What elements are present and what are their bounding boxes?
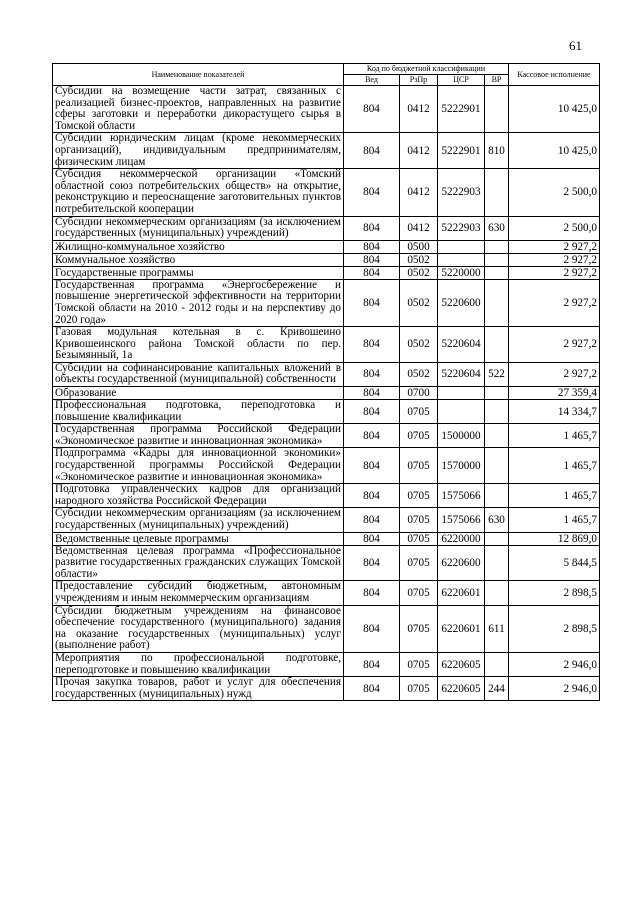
cell-vr: 630 — [485, 216, 509, 240]
cell-rzpr: 0705 — [400, 677, 438, 701]
cell-sum: 1 465,7 — [509, 448, 600, 484]
cell-rzpr: 0705 — [400, 545, 438, 581]
budget-execution-table — [52, 63, 600, 701]
header-rzpr: РзПр — [400, 75, 438, 86]
header-code-group: Код по бюджетной классификации — [344, 64, 509, 75]
table-row — [53, 484, 600, 508]
cell-sum: 2 927,2 — [509, 362, 600, 386]
cell-name: Подпрограмма «Кадры для инновационной экономики» государственной программы Российской Федерации «Экономическое развитие и инновационная экономика» — [53, 448, 344, 484]
cell-sum: 2 946,0 — [509, 652, 600, 676]
cell-csr: 1575066 — [438, 508, 485, 532]
cell-csr — [438, 400, 485, 424]
table-row — [53, 240, 600, 253]
cell-vr — [485, 240, 509, 253]
table-row — [53, 605, 600, 652]
cell-ved: 804 — [344, 484, 400, 508]
cell-name: Субсидия некоммерческой организации «Томский областной союз потребительских обществ» на открытие, реконструкцию и переоснащение заготовительных пунктов потребительской кооперации — [53, 169, 344, 216]
cell-sum: 2 898,5 — [509, 581, 600, 605]
cell-vr — [485, 484, 509, 508]
cell-name: Субсидии бюджетным учреждениям на финансовое обеспечение государственного (муниципального) задания на оказание государственных (муниципальных) услуг (выполнение работ) — [53, 605, 344, 652]
cell-rzpr: 0705 — [400, 424, 438, 448]
cell-name: Субсидии некоммерческим организациям (за исключением государственных (муниципальных) учреждений) — [53, 216, 344, 240]
cell-csr: 1575066 — [438, 484, 485, 508]
cell-name: Жилищно-коммунальное хозяйство — [53, 240, 344, 253]
cell-sum: 2 927,2 — [509, 279, 600, 326]
table-body — [53, 86, 600, 701]
cell-csr — [438, 240, 485, 253]
cell-rzpr: 0502 — [400, 279, 438, 326]
cell-csr: 6220601 — [438, 581, 485, 605]
cell-ved: 804 — [344, 652, 400, 676]
table-row — [53, 133, 600, 169]
cell-csr: 5220604 — [438, 362, 485, 386]
cell-vr — [485, 424, 509, 448]
cell-sum: 2 500,0 — [509, 216, 600, 240]
table-row — [53, 532, 600, 545]
cell-ved: 804 — [344, 581, 400, 605]
cell-csr: 6220000 — [438, 532, 485, 545]
cell-csr — [438, 253, 485, 266]
cell-rzpr: 0412 — [400, 86, 438, 133]
cell-sum: 2 946,0 — [509, 677, 600, 701]
cell-ved: 804 — [344, 169, 400, 216]
cell-name: Государственная программа «Энергосбережение и повышение энергетической эффективности на территории Томской области на 2010 - 2012 годы и на перспективу до 2020 года» — [53, 279, 344, 326]
cell-sum: 2 927,2 — [509, 327, 600, 363]
cell-name: Ведомственные целевые программы — [53, 532, 344, 545]
cell-vr: 611 — [485, 605, 509, 652]
cell-name: Субсидии на возмещение части затрат, связанных с реализацией бизнес-проектов, направленных на развитие сферы заготовки и переработки дикорастущего сырья в Томской области — [53, 86, 344, 133]
table-row — [53, 266, 600, 279]
table-row — [53, 253, 600, 266]
cell-csr: 5220000 — [438, 266, 485, 279]
header-name: Наименование показателей — [53, 64, 344, 86]
cell-rzpr: 0412 — [400, 216, 438, 240]
cell-sum: 10 425,0 — [509, 86, 600, 133]
header-csr: ЦСР — [438, 75, 485, 86]
header-sum: Кассовое исполнение — [509, 64, 600, 86]
table-row — [53, 400, 600, 424]
table-row — [53, 362, 600, 386]
table-row — [53, 581, 600, 605]
table-row — [53, 448, 600, 484]
cell-rzpr: 0500 — [400, 240, 438, 253]
cell-vr — [485, 448, 509, 484]
cell-name: Субсидии некоммерческим организациям (за исключением государственных (муниципальных) учреждений) — [53, 508, 344, 532]
cell-name: Государственная программа Российской Федерации «Экономическое развитие и инновационная экономика» — [53, 424, 344, 448]
cell-rzpr: 0502 — [400, 362, 438, 386]
cell-ved: 804 — [344, 400, 400, 424]
cell-sum: 2 500,0 — [509, 169, 600, 216]
cell-name: Газовая модульная котельная в с. Кривошеино Кривошеинского района Томской области по пер. Безымянный, 1а — [53, 327, 344, 363]
cell-sum: 2 927,2 — [509, 253, 600, 266]
table-row — [53, 387, 600, 400]
cell-name: Коммунальное хозяйство — [53, 253, 344, 266]
cell-sum: 10 425,0 — [509, 133, 600, 169]
cell-csr: 5222903 — [438, 169, 485, 216]
cell-vr — [485, 387, 509, 400]
cell-ved: 804 — [344, 424, 400, 448]
table-row — [53, 652, 600, 676]
table-row — [53, 216, 600, 240]
cell-csr: 5222901 — [438, 133, 485, 169]
cell-vr — [485, 545, 509, 581]
cell-rzpr: 0705 — [400, 448, 438, 484]
table-row — [53, 424, 600, 448]
cell-sum: 1 465,7 — [509, 424, 600, 448]
cell-rzpr: 0502 — [400, 327, 438, 363]
header-ved: Вед — [344, 75, 400, 86]
header-vr: ВР — [485, 75, 509, 86]
cell-ved: 804 — [344, 279, 400, 326]
cell-vr: 244 — [485, 677, 509, 701]
cell-rzpr: 0502 — [400, 253, 438, 266]
cell-vr — [485, 327, 509, 363]
cell-ved: 804 — [344, 605, 400, 652]
cell-csr: 5220604 — [438, 327, 485, 363]
cell-sum: 2 927,2 — [509, 266, 600, 279]
cell-name: Государственные программы — [53, 266, 344, 279]
table-row — [53, 508, 600, 532]
cell-ved: 804 — [344, 677, 400, 701]
cell-sum: 2 927,2 — [509, 240, 600, 253]
cell-vr: 810 — [485, 133, 509, 169]
cell-sum: 1 465,7 — [509, 508, 600, 532]
table-row — [53, 677, 600, 701]
cell-sum: 14 334,7 — [509, 400, 600, 424]
cell-name: Ведомственная целевая программа «Профессиональное развитие государственных гражданских служащих Томской области» — [53, 545, 344, 581]
cell-name: Профессиональная подготовка, переподготовка и повышение квалификации — [53, 400, 344, 424]
cell-csr: 1570000 — [438, 448, 485, 484]
cell-rzpr: 0705 — [400, 532, 438, 545]
cell-sum: 27 359,4 — [509, 387, 600, 400]
cell-name: Подготовка управленческих кадров для организаций народного хозяйства Российской Федерации — [53, 484, 344, 508]
cell-vr — [485, 279, 509, 326]
cell-csr: 6220600 — [438, 545, 485, 581]
cell-sum: 1 465,7 — [509, 484, 600, 508]
cell-rzpr: 0705 — [400, 508, 438, 532]
cell-ved: 804 — [344, 253, 400, 266]
cell-csr: 5222901 — [438, 86, 485, 133]
cell-ved: 804 — [344, 86, 400, 133]
cell-vr — [485, 652, 509, 676]
cell-vr — [485, 86, 509, 133]
cell-ved: 804 — [344, 448, 400, 484]
cell-ved: 804 — [344, 240, 400, 253]
cell-name: Прочая закупка товаров, работ и услуг для обеспечения государственных (муниципальных) нужд — [53, 677, 344, 701]
cell-vr — [485, 266, 509, 279]
cell-csr: 6220605 — [438, 652, 485, 676]
cell-rzpr: 0700 — [400, 387, 438, 400]
cell-sum: 2 898,5 — [509, 605, 600, 652]
cell-ved: 804 — [344, 532, 400, 545]
cell-rzpr: 0412 — [400, 169, 438, 216]
cell-ved: 804 — [344, 266, 400, 279]
cell-name: Образование — [53, 387, 344, 400]
cell-csr: 1500000 — [438, 424, 485, 448]
cell-name: Субсидии на софинансирование капитальных вложений в объекты государственной (муниципальной) собственности — [53, 362, 344, 386]
cell-name: Мероприятия по профессиональной подготовке, переподготовке и повышению квалификации — [53, 652, 344, 676]
cell-rzpr: 0705 — [400, 581, 438, 605]
cell-vr: 522 — [485, 362, 509, 386]
cell-rzpr: 0412 — [400, 133, 438, 169]
cell-vr — [485, 253, 509, 266]
cell-vr — [485, 169, 509, 216]
table-row — [53, 86, 600, 133]
cell-csr: 5222903 — [438, 216, 485, 240]
cell-csr: 5220600 — [438, 279, 485, 326]
cell-name: Предоставление субсидий бюджетным, автономным учреждениям и иным некоммерческим организациям — [53, 581, 344, 605]
cell-csr — [438, 387, 485, 400]
cell-vr: 630 — [485, 508, 509, 532]
cell-rzpr: 0705 — [400, 400, 438, 424]
table-row — [53, 327, 600, 363]
cell-sum: 12 869,0 — [509, 532, 600, 545]
cell-vr — [485, 400, 509, 424]
cell-ved: 804 — [344, 362, 400, 386]
table-row — [53, 545, 600, 581]
page-number: 61 — [569, 38, 582, 53]
cell-vr — [485, 581, 509, 605]
cell-ved: 804 — [344, 133, 400, 169]
cell-sum: 5 844,5 — [509, 545, 600, 581]
cell-rzpr: 0705 — [400, 605, 438, 652]
table-row — [53, 279, 600, 326]
cell-rzpr: 0502 — [400, 266, 438, 279]
table-row — [53, 169, 600, 216]
cell-vr — [485, 532, 509, 545]
cell-ved: 804 — [344, 216, 400, 240]
cell-name: Субсидии юридическим лицам (кроме некоммерческих организаций), индивидуальным предпринимателям, физическим лицам — [53, 133, 344, 169]
cell-rzpr: 0705 — [400, 652, 438, 676]
cell-ved: 804 — [344, 508, 400, 532]
cell-ved: 804 — [344, 327, 400, 363]
cell-ved: 804 — [344, 387, 400, 400]
cell-rzpr: 0705 — [400, 484, 438, 508]
cell-ved: 804 — [344, 545, 400, 581]
cell-csr: 6220601 — [438, 605, 485, 652]
cell-csr: 6220605 — [438, 677, 485, 701]
